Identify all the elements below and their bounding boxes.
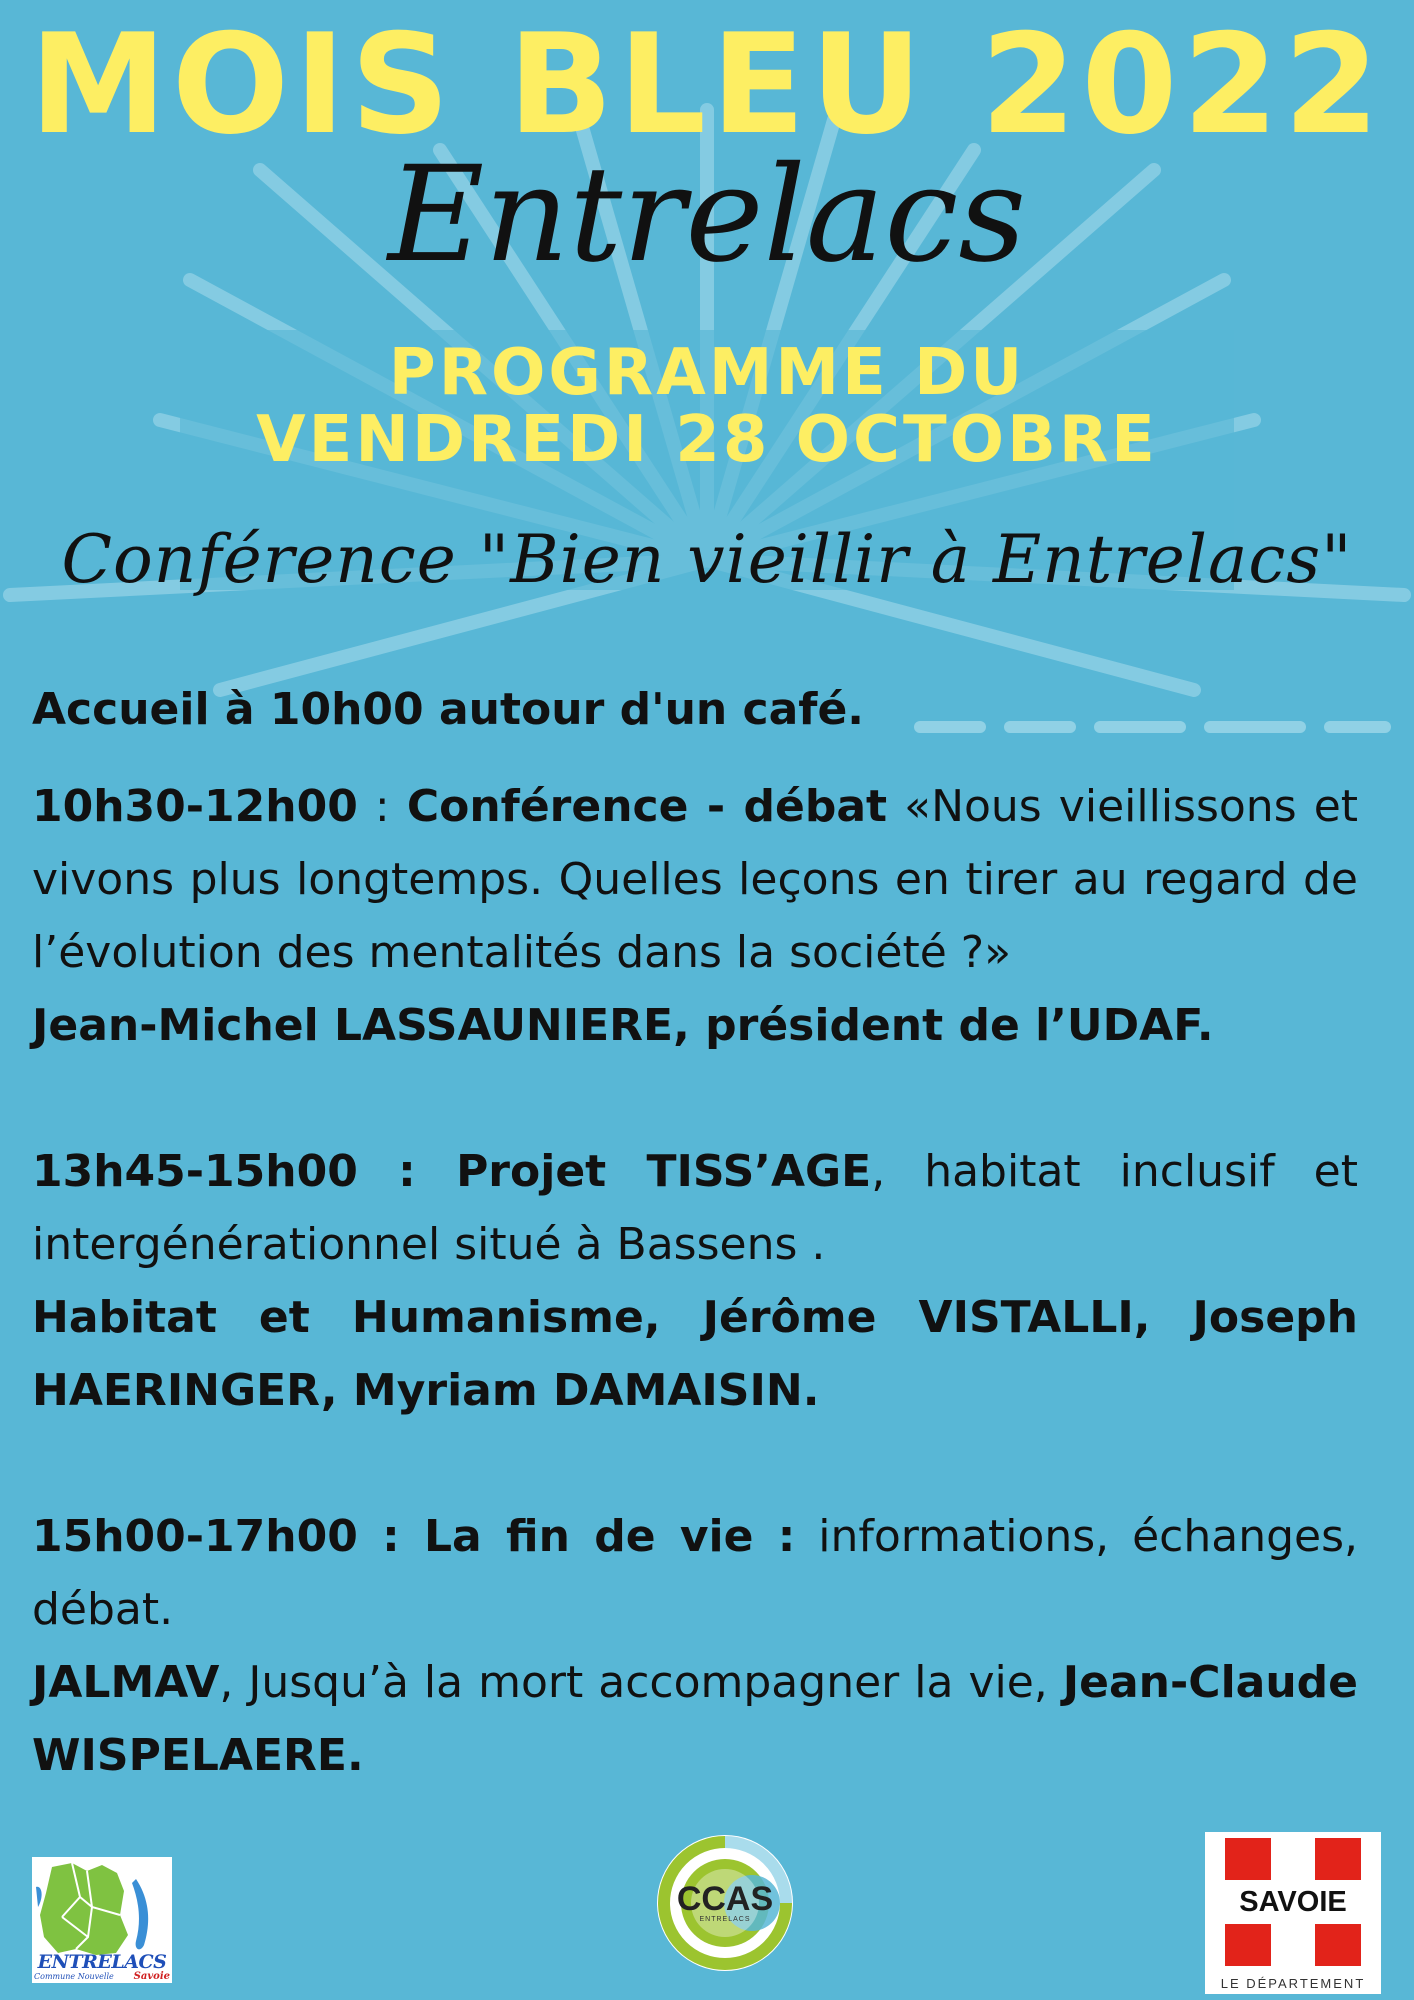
- session-3-org: JALMAV: [32, 1657, 220, 1708]
- ccas-logo-subtitle: ENTRELACS: [699, 1916, 751, 1923]
- session-1-time: 10h30-12h00: [32, 781, 358, 832]
- session-2-time: 13h45-15h00: [32, 1146, 358, 1197]
- session-3-title: La fin de vie :: [424, 1511, 796, 1562]
- session-2-title: Projet TISS’AGE: [456, 1146, 872, 1197]
- session-3-description: [32, 1500, 1358, 1646]
- entrelacs-logo-subtitle: Commune Nouvelle: [34, 1972, 114, 1981]
- savoie-logo-text: SAVOIE: [1239, 1886, 1347, 1918]
- session-2-speakers: Habitat et Humanisme, Jérôme VISTALLI, Joseph HAERINGER, Myriam DAMAISIN.: [32, 1292, 1358, 1416]
- session-2: [32, 1135, 1358, 1427]
- welcome-line: Accueil à 10h00 autour d'un café.: [32, 684, 865, 735]
- session-1-description: [32, 770, 1358, 989]
- session-1-title: Conférence - débat: [406, 781, 888, 832]
- ccas-logo-text: CCAS: [676, 1880, 774, 1918]
- session-2-sep: :: [357, 1146, 457, 1197]
- session-3-desc: informations, échanges, débat.: [32, 1511, 1358, 1635]
- session-3-time: 15h00-17h00: [32, 1511, 358, 1562]
- session-1-desc: «Nous vieillissons et vivons plus longtemps. Quelles leçons en tirer au regard de l’évolution des mentalités dans la société ?»: [32, 781, 1359, 978]
- session-3-sep: :: [357, 1511, 424, 1562]
- session-3: [32, 1500, 1358, 1792]
- session-1: [32, 770, 1358, 1062]
- welcome-text: [32, 673, 1358, 746]
- session-1-speakers: Jean-Michel LASSAUNIERE, président de l’UDAF.: [32, 1000, 1214, 1051]
- place-script-title: Entrelacs: [387, 138, 1027, 292]
- entrelacs-logo-region: Savoie: [133, 1971, 170, 1982]
- session-1-sep: :: [357, 781, 407, 832]
- programme-date: VENDREDI 28 OCTOBRE: [256, 403, 1158, 477]
- main-title: MOIS BLEU 2022: [29, 4, 1385, 165]
- ccas-logo: [650, 1828, 800, 1978]
- entrelacs-logo-text: ENTRELACS: [37, 1951, 167, 1973]
- session-2-desc: , habitat inclusif et intergénérationnel situé à Bassens .: [32, 1146, 1358, 1270]
- savoie-department-logo: [1205, 1832, 1381, 1994]
- entrelacs-logo: [32, 1857, 172, 1983]
- session-2-description: [32, 1135, 1358, 1281]
- session-3-speaker: Jean-Claude WISPELAERE.: [32, 1657, 1358, 1781]
- programme-line-1: PROGRAMME DU: [388, 336, 1026, 410]
- session-3-org-desc: , Jusqu’à la mort accompagner la vie,: [219, 1657, 1063, 1708]
- session-3-speakers: [32, 1646, 1358, 1792]
- savoie-logo-subtitle: LE DÉPARTEMENT: [1220, 1976, 1366, 1991]
- conference-title: Conférence "Bien vieillir à Entrelacs": [61, 521, 1353, 598]
